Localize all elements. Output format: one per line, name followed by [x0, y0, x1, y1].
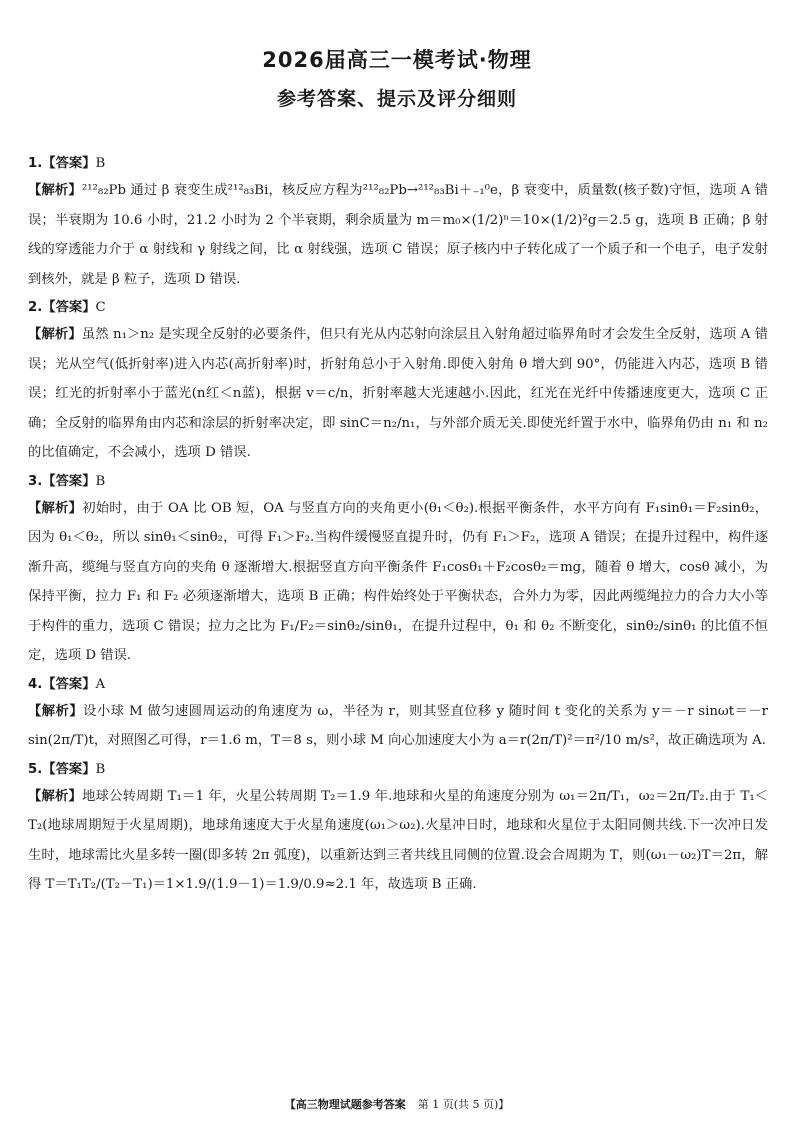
answer-value: B	[95, 156, 106, 171]
answer-value: C	[95, 300, 106, 315]
answer-label: 2.【答案】	[28, 300, 96, 315]
question-item-5	[28, 758, 768, 900]
page-title: 2026届高三一模考试·物理	[262, 48, 532, 72]
question-item-3	[28, 470, 768, 671]
analysis-label: 【解析】	[28, 327, 82, 342]
footer-label: 【高三物理试题参考答案	[284, 1098, 406, 1111]
analysis-paragraph	[28, 782, 768, 900]
answer-line	[28, 152, 768, 176]
answer-label: 3.【答案】	[28, 473, 96, 489]
page-subtitle: 参考答案、提示及评分细则	[276, 88, 517, 110]
question-item-2	[28, 296, 768, 468]
answer-label: 5.【答案】	[28, 761, 96, 777]
analysis-text: ²¹²₈₂Pb 通过 β 衰变生成²¹²₈₃Bi，核反应方程为²¹²₈₂Pb→²¹²₈₃Bi＋₋₁⁰e，β 衰变中，质量数(核子数)守恒，选项 A 错误；半衰期为 10.6 小时，21.2 小时为 2 个半衰期，剩余质量为 m＝m₀×(1/2)ⁿ＝10×(1/2)²g＝2.5 g，选项 B 正确；β 射线的穿透能力介于 α 射线和 γ 射线之间，比 α 射线强，选项 C 错误；原子核内中子转化成了一个质子和一个电子，电子发射到核外，就是 β 粒子，选项 D 错误.	[28, 183, 769, 287]
answer-line	[28, 470, 768, 494]
page-footer	[0, 1096, 794, 1112]
question-item-1	[28, 152, 768, 294]
analysis-label: 【解析】	[28, 500, 83, 516]
answer-value: B	[95, 473, 106, 489]
analysis-paragraph	[28, 697, 768, 756]
analysis-label: 【解析】	[28, 703, 84, 719]
question-item-4	[28, 673, 768, 756]
analysis-label: 【解析】	[28, 788, 83, 804]
answer-line	[28, 673, 768, 697]
answer-label: 4.【答案】	[28, 676, 96, 692]
analysis-paragraph	[28, 320, 768, 468]
answer-line	[28, 758, 768, 782]
analysis-text: 虽然 n₁＞n₂ 是实现全反射的必要条件，但只有光从内芯射向涂层且入射角超过临界角时才会发生全反射，选项 A 错误；光从空气(低折射率)进入内芯(高折射率)时，折射角总小于入射角.即使入射角 θ 增大到 90°，仍能进入内芯，选项 B 错误；红光的折射率小于蓝光(n红＜n蓝)，根据 v＝c/n，折射率越大光速越小.因此，红光在光纤中传播速度更大，选项 C 正确；全反射的临界角由内芯和涂层的折射率决定，即 sinC＝n₂/n₁，与外部介质无关.即使光纤置于水中，临界角仍由 n₁ 和 n₂ 的比值确定，不会减小，选项 D 错误.	[28, 327, 769, 460]
analysis-text: 初始时，由于 OA 比 OB 短，OA 与竖直方向的夹角更小(θ₁＜θ₂).根据平衡条件，水平方向有 F₁sinθ₁＝F₂sinθ₂，因为 θ₁＜θ₂，所以 sinθ₁＜sinθ₂，可得 F₁＞F₂.当构件缓慢竖直提升时，仍有 F₁＞F₂，选项 A 错误；在提升过程中，构件逐渐升高，缆绳与竖直方向的夹角 θ 逐渐增大.根据竖直方向平衡条件 F₁cosθ₁＋F₂cosθ₂＝mg，随着 θ 增大，cosθ 减小，为保持平衡，拉力 F₁ 和 F₂ 必须逐渐增大，选项 B 正确；构件始终处于平衡状态，合外力为零，因此两缆绳拉力的合力大小等于构件的重力，选项 C 错误；拉力之比为 F₁/F₂＝sinθ₂/sinθ₁，在提升过程中，θ₁ 和 θ₂ 不断变化，sinθ₂/sinθ₁ 的比值不恒定，选项 D 错误.	[28, 500, 768, 663]
analysis-paragraph	[28, 494, 768, 671]
analysis-label: 【解析】	[28, 183, 82, 198]
answer-value: A	[95, 676, 106, 692]
analysis-text: 设小球 M 做匀速圆周运动的角速度为 ω，半径为 r，则其竖直位移 y 随时间 t 变化的关系为 y＝－r sinωt＝－r sin(2π/T)t，对照图乙可得，r＝1.6 m，T＝8 s，则小球 M 向心加速度大小为 a＝r(2π/T)²＝π²/10 m/s²，故正确选项为 A.	[28, 703, 768, 748]
answer-list	[28, 150, 768, 902]
answer-line	[28, 296, 768, 320]
answer-value: B	[95, 761, 106, 777]
analysis-text: 地球公转周期 T₁＝1 年，火星公转周期 T₂＝1.9 年.地球和火星的角速度分别为 ω₁＝2π/T₁，ω₂＝2π/T₂.由于 T₁＜T₂(地球周期短于火星周期)，地球角速度大于火星角速度(ω₁＞ω₂).火星冲日时，地球和火星位于太阳同侧共线.下一次冲日发生时，地球需比火星多转一圈(即多转 2π 弧度)，以重新达到三者共线且同侧的位置.设会合周期为 T，则(ω₁－ω₂)T＝2π，解得 T＝T₁T₂/(T₂－T₁)＝1×1.9/(1.9－1)＝1.9/0.9≈2.1 年，故选项 B 正确.	[28, 788, 768, 892]
analysis-paragraph	[28, 176, 768, 294]
answer-label: 1.【答案】	[28, 156, 96, 171]
page-number: 第 1 页(共 5 页)】	[417, 1098, 510, 1111]
